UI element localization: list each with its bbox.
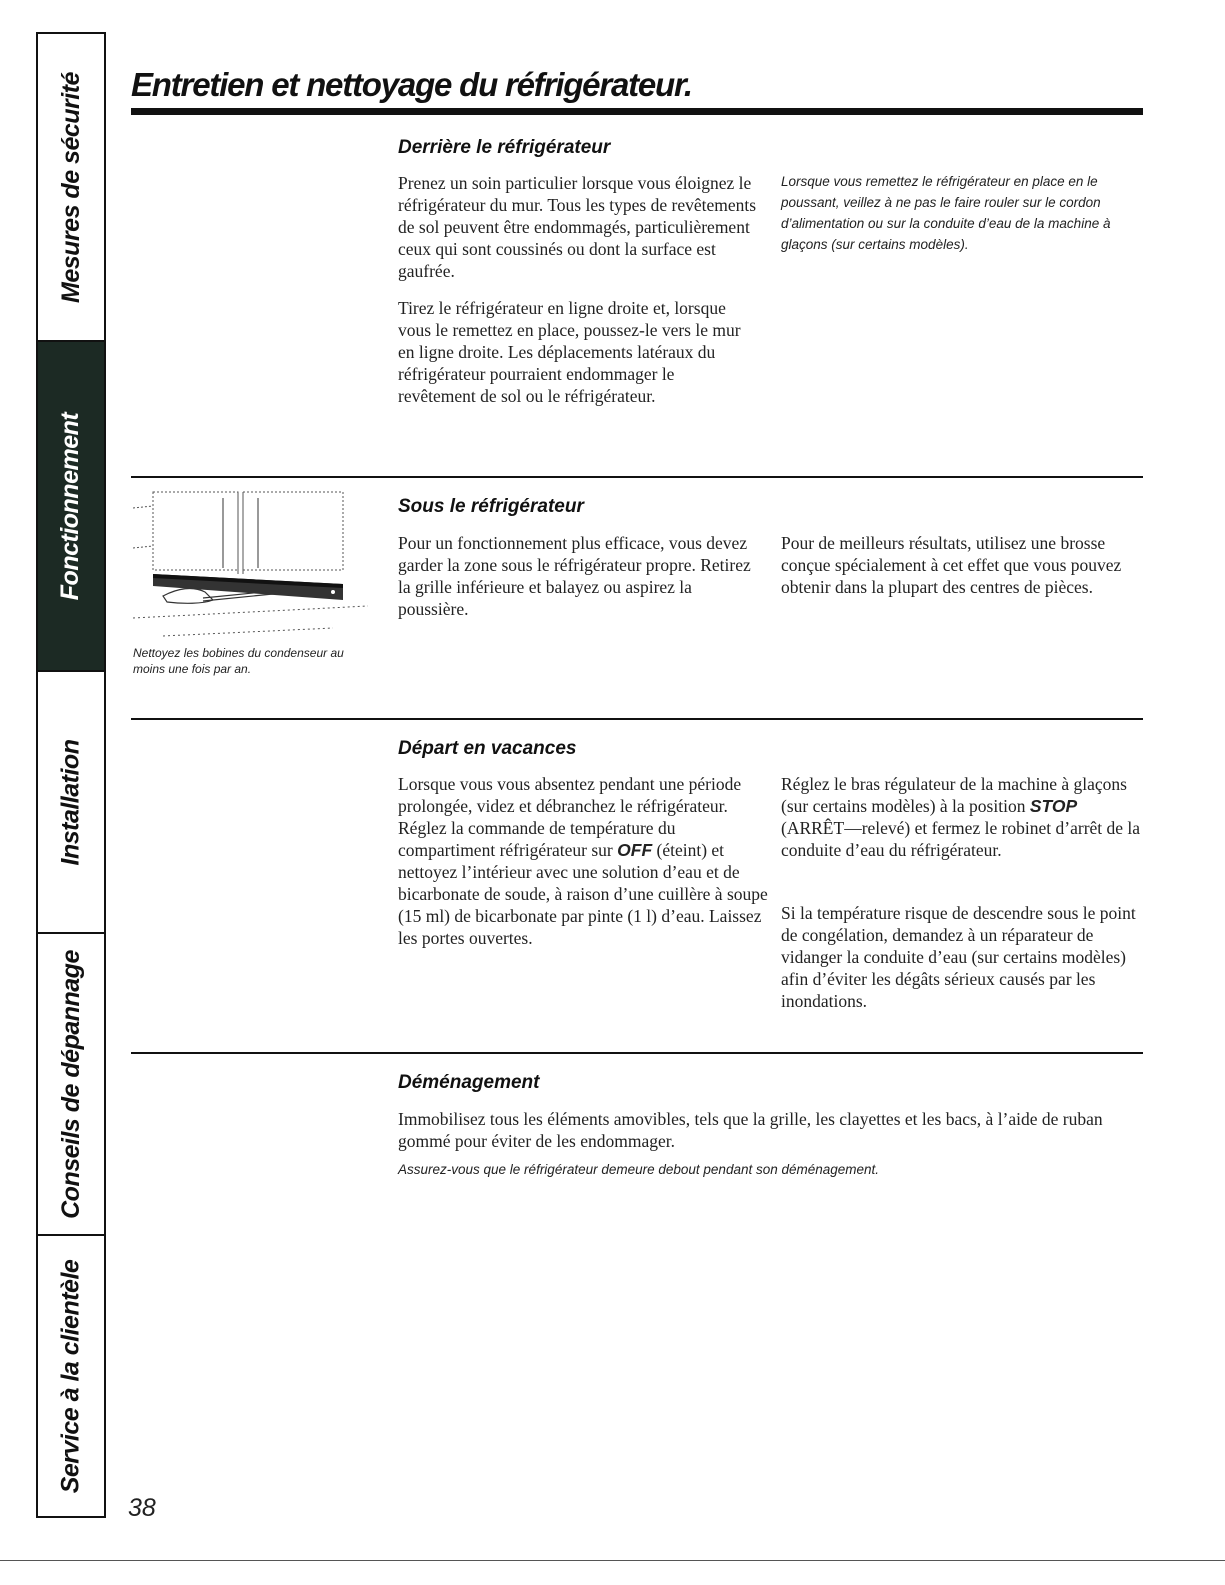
- vacation-paragraph-2: [781, 773, 1141, 861]
- tab-fonctionnement[interactable]: [38, 342, 104, 672]
- text-run: Lorsque vous vous absentez pendant une période prolongée, videz et débranchez le réfrigérateur. Réglez la commande de température du compartiment réfrigérateur sur: [398, 774, 742, 860]
- section-tabs: [36, 32, 106, 1518]
- page-title: Entretien et nettoyage du réfrigérateur.: [131, 66, 692, 103]
- tab-installation[interactable]: [38, 672, 104, 934]
- illustration-caption: Nettoyez les bobines du condenseur au moins une fois par an.: [133, 646, 344, 676]
- section-heading-under: Sous le réfrigérateur: [398, 496, 584, 517]
- tab-label: Mesures de sécurité: [56, 71, 85, 303]
- behind-paragraph-2: Tirez le réfrigérateur en ligne droite et, lorsque vous le remettez en place, poussez-le vers le mur en ligne droite. Les déplacements latéraux du réfrigérateur pourraient endommager le revêtement de sol ou le réfrigérateur.: [398, 298, 741, 406]
- moving-paragraph-1: Immobilisez tous les éléments amovibles, tels que la grille, les clayettes et les bacs, à l’aide de ruban gommé pour éviter de les endommager.: [398, 1109, 1103, 1151]
- bottom-rule: [0, 1560, 1225, 1561]
- stop-keyword: STOP: [1029, 796, 1078, 816]
- tab-label: Installation: [56, 739, 85, 865]
- vacation-paragraph-3: Si la température risque de descendre sous le point de congélation, demandez à un réparateur de vidanger la conduite d’eau (sur certains modèles) afin d’éviter les dégâts sérieux causés par les inondations.: [781, 903, 1136, 1011]
- off-keyword: OFF: [617, 840, 653, 860]
- section-divider: [131, 476, 1143, 478]
- section-heading-moving: Déménagement: [398, 1072, 540, 1093]
- tab-label: Service à la clientèle: [56, 1259, 85, 1493]
- behind-note: Lorsque vous remettez le réfrigérateur en place en le poussant, veillez à ne pas le faire rouler sur le cordon d’alimentation ou sur la conduite d’eau de la machine à glaçons (sur certains modèles).: [781, 174, 1111, 252]
- text-run: (éteint) et nettoyez l’intérieur avec une solution d’eau et de bicarbonate de soude, à raison d’une cuillère à soupe (15 ml) de bicarbonate par pinte (1 l) d’eau. Laissez les portes ouvertes.: [398, 840, 768, 948]
- under-paragraph-1: Pour un fonctionnement plus efficace, vous devez garder la zone sous le réfrigérateur propre. Retirez la grille inférieure et balayez ou aspirez la poussière.: [398, 533, 751, 619]
- tab-label: Conseils de dépannage: [56, 949, 85, 1219]
- title-rule: [131, 108, 1143, 115]
- vacation-paragraph-1: [398, 773, 770, 949]
- section-divider: [131, 718, 1143, 720]
- under-paragraph-2: Pour de meilleurs résultats, utilisez une brosse conçue spécialement à cet effet que vous pouvez obtenir dans la plupart des centres de pièces.: [781, 533, 1122, 597]
- tab-conseils-de-depannage[interactable]: [38, 934, 104, 1236]
- tab-mesures-de-securite[interactable]: [38, 34, 104, 342]
- text-run: (ARRÊT—relevé) et fermez le robinet d’arrêt de la conduite d’eau du réfrigérateur.: [781, 818, 1141, 860]
- condenser-cleaning-illustration: [133, 488, 368, 640]
- text-run: Réglez le bras régulateur de la machine à glaçons (sur certains modèles) à la position: [781, 774, 1127, 816]
- page-number: 38: [128, 1494, 156, 1522]
- section-heading-vacation: Départ en vacances: [398, 738, 577, 759]
- section-heading-behind: Derrière le réfrigérateur: [398, 137, 611, 158]
- moving-note: Assurez-vous que le réfrigérateur demeure debout pendant son déménagement.: [398, 1162, 880, 1177]
- section-divider: [131, 1052, 1143, 1054]
- tab-service-a-la-clientele[interactable]: [38, 1236, 104, 1516]
- tab-label: Fonctionnement: [56, 412, 85, 600]
- behind-paragraph-1: Prenez un soin particulier lorsque vous éloignez le réfrigérateur du mur. Tous les types de revêtements de sol peuvent être endommagés, particulièrement ceux qui sont coussinés ou dont la surface est gaufrée.: [398, 173, 757, 281]
